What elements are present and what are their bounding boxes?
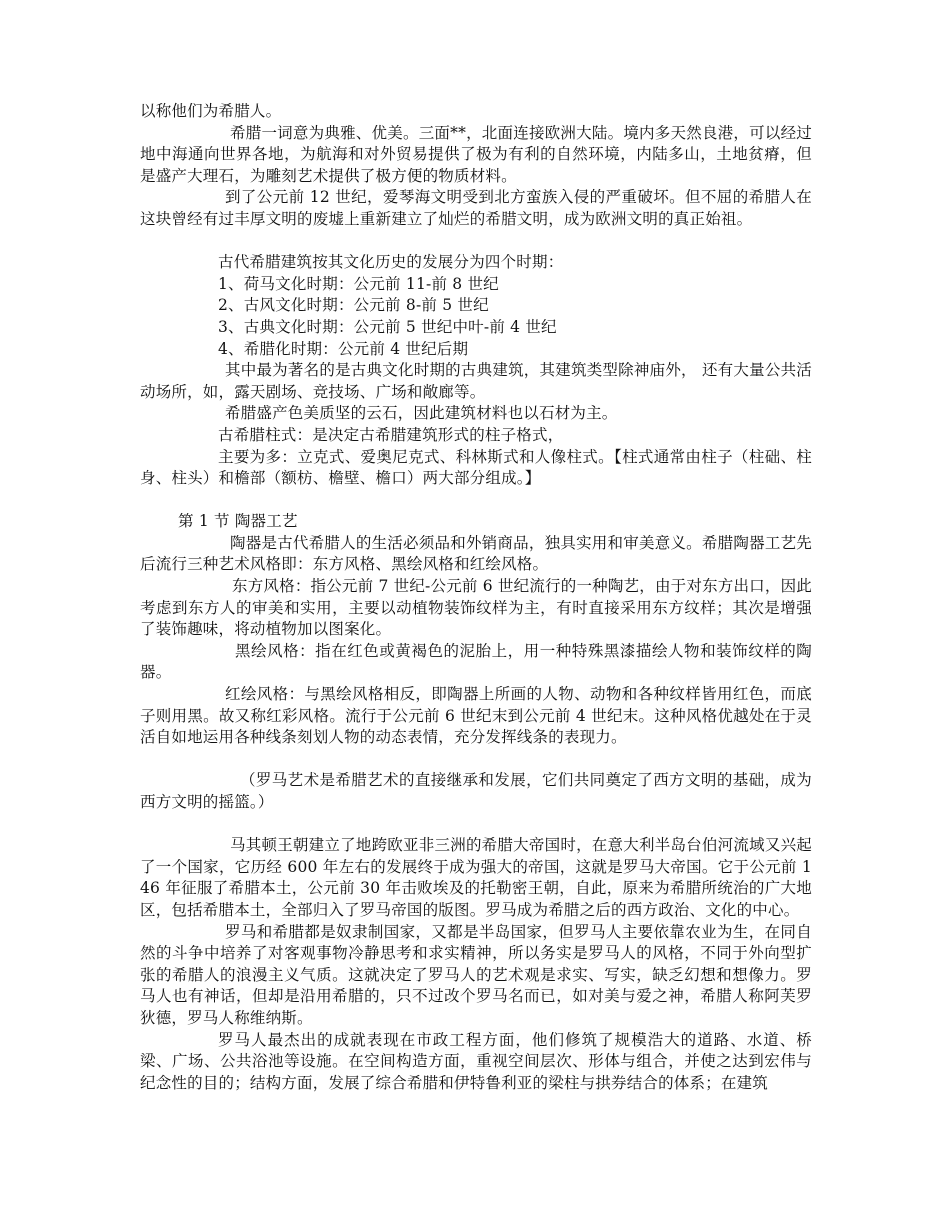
paragraph-red-figure-style: 红绘风格：与黑绘风格相反，即陶器上所画的人物、动物和各种纹样皆用红色，而底子则用黑。故又称红彩风格。流行于公元前 6 世纪末到公元前 4 世纪末。这种风格优越处在于灵活自如地运用各种线条刻划人物的动态表情，充分发挥线条的表现力。 [140, 685, 812, 747]
paragraph-column-types: 主要为多：立克式、爱奥尼克式、科林斯式和人像柱式。【柱式通常由柱子（柱础、柱身、柱头）和檐部（额枋、檐壁、檐口）两大部分组成。】 [140, 447, 812, 488]
document-page [140, 101, 812, 1094]
paragraph-pottery-intro: 陶器是古代希腊人的生活必须品和外销商品，独具实用和审美意义。希腊陶器工艺先后流行三种艺术风格即：东方风格、黑绘风格和红绘风格。 [140, 533, 812, 574]
blank-line [140, 231, 812, 253]
periods-list [140, 274, 812, 360]
paragraph-intro-fragment: 以称他们为希腊人。 [140, 102, 282, 120]
paragraph-column-orders: 古希腊柱式：是决定古希腊建筑形式的柱子格式， [218, 425, 564, 444]
section-title: 第 1 节 陶器工艺 [178, 512, 298, 531]
blank-line [140, 490, 812, 512]
paragraph-roman-character: 罗马和希腊都是奴隶制国家，又都是半岛国家，但罗马人主要依靠农业为生，在同自然的斗争中培养了对客观事物冷静思考和求实精神，所以务实是罗马人的风格，不同于外向型扩张的希腊人的浪漫主义气质。这就决定了罗马人的艺术观是求实、写实，缺乏幻想和想像力。罗马人也有神话，但却是沿用希腊的，只不过改个罗马名而已，如对美与爱之神，希腊人称阿芙罗狄德，罗马人称维纳斯。 [140, 922, 812, 1027]
paragraph-stone-materials: 希腊盛产色美质坚的云石，因此建筑材料也以石材为主。 [225, 404, 618, 423]
paragraph-architecture-periods-heading: 古代希腊建筑按其文化历史的发展分为四个时期： [218, 253, 564, 272]
list-item: 2、古风文化时期：公元前 8-前 5 世纪 [218, 296, 489, 315]
list-item: 3、古典文化时期：公元前 5 世纪中叶-前 4 世纪 [218, 317, 557, 336]
blank-line [140, 814, 812, 836]
paragraph-oriental-style: 东方风格：指公元前 7 世纪-公元前 6 世纪流行的一种陶艺，由于对东方出口，因此考虑到东方人的审美和实用，主要以动植物装饰纹样为主，有时直接采用东方纹样；其次是增强了装饰趣味，将动植物加以图案化。 [140, 577, 812, 639]
paragraph-classical-buildings: 其中最为著名的是古典文化时期的古典建筑，其建筑类型除神庙外， 还有大量公共活动场所，如，露天剧场、竞技场、广场和敞廊等。 [140, 361, 812, 401]
paragraph-roman-art-note: （罗马艺术是希腊艺术的直接继承和发展，它们共同奠定了西方文明的基础，成为西方文明的摇篮。） [140, 771, 812, 811]
paragraph-roman-empire: 马其顿王朝建立了地跨欧亚非三洲的希腊大帝国时，在意大利半岛台伯河流域又兴起了一个国家，它历经 600 年左右的发展终于成为强大的帝国，这就是罗马大帝国。它于公元前 146 年征服了希腊本土，公元前 30 年击败埃及的托勒密王朝，自此，原来为希腊所统治的广大地区，包括希腊本土，全部归入了罗马帝国的版图。罗马成为希腊之后的西方政治、文化的中心。 [140, 836, 812, 919]
list-item: 1、荷马文化时期：公元前 11-前 8 世纪 [218, 274, 499, 293]
paragraph-roman-engineering: 罗马人最杰出的成就表现在市政工程方面，他们修筑了规模浩大的道路、水道、桥梁、广场、公共浴池等设施。在空间构造方面，重视空间层次、形体与组合，并使之达到宏伟与纪念性的目的；结构方面，发展了综合希腊和伊特鲁利亚的梁柱与拱券结合的体系；在建筑 [140, 1030, 812, 1092]
paragraph-black-figure-style: 黑绘风格：指在红色或黄褐色的泥胎上，用一种特殊黑漆描绘人物和装饰纹样的陶器。 [140, 641, 812, 682]
paragraph-greece-geography: 希腊一词意为典雅、优美。三面**，北面连接欧洲大陆。境内多天然良港，可以经过地中海通向世界各地，为航海和对外贸易提供了极为有利的自然环境，内陆多山，土地贫瘠，但是盛产大理石，为雕刻艺术提供了极方便的物质材料。 [140, 123, 812, 185]
paragraph-greek-civilization: 到了公元前 12 世纪，爱琴海文明受到北方蛮族入侵的严重破坏。但不屈的希腊人在这块曾经有过丰厚文明的废墟上重新建立了灿烂的希腊文明，成为欧洲文明的真正始祖。 [140, 188, 812, 228]
blank-line [140, 749, 812, 771]
list-item: 4、希腊化时期：公元前 4 世纪后期 [218, 339, 469, 358]
